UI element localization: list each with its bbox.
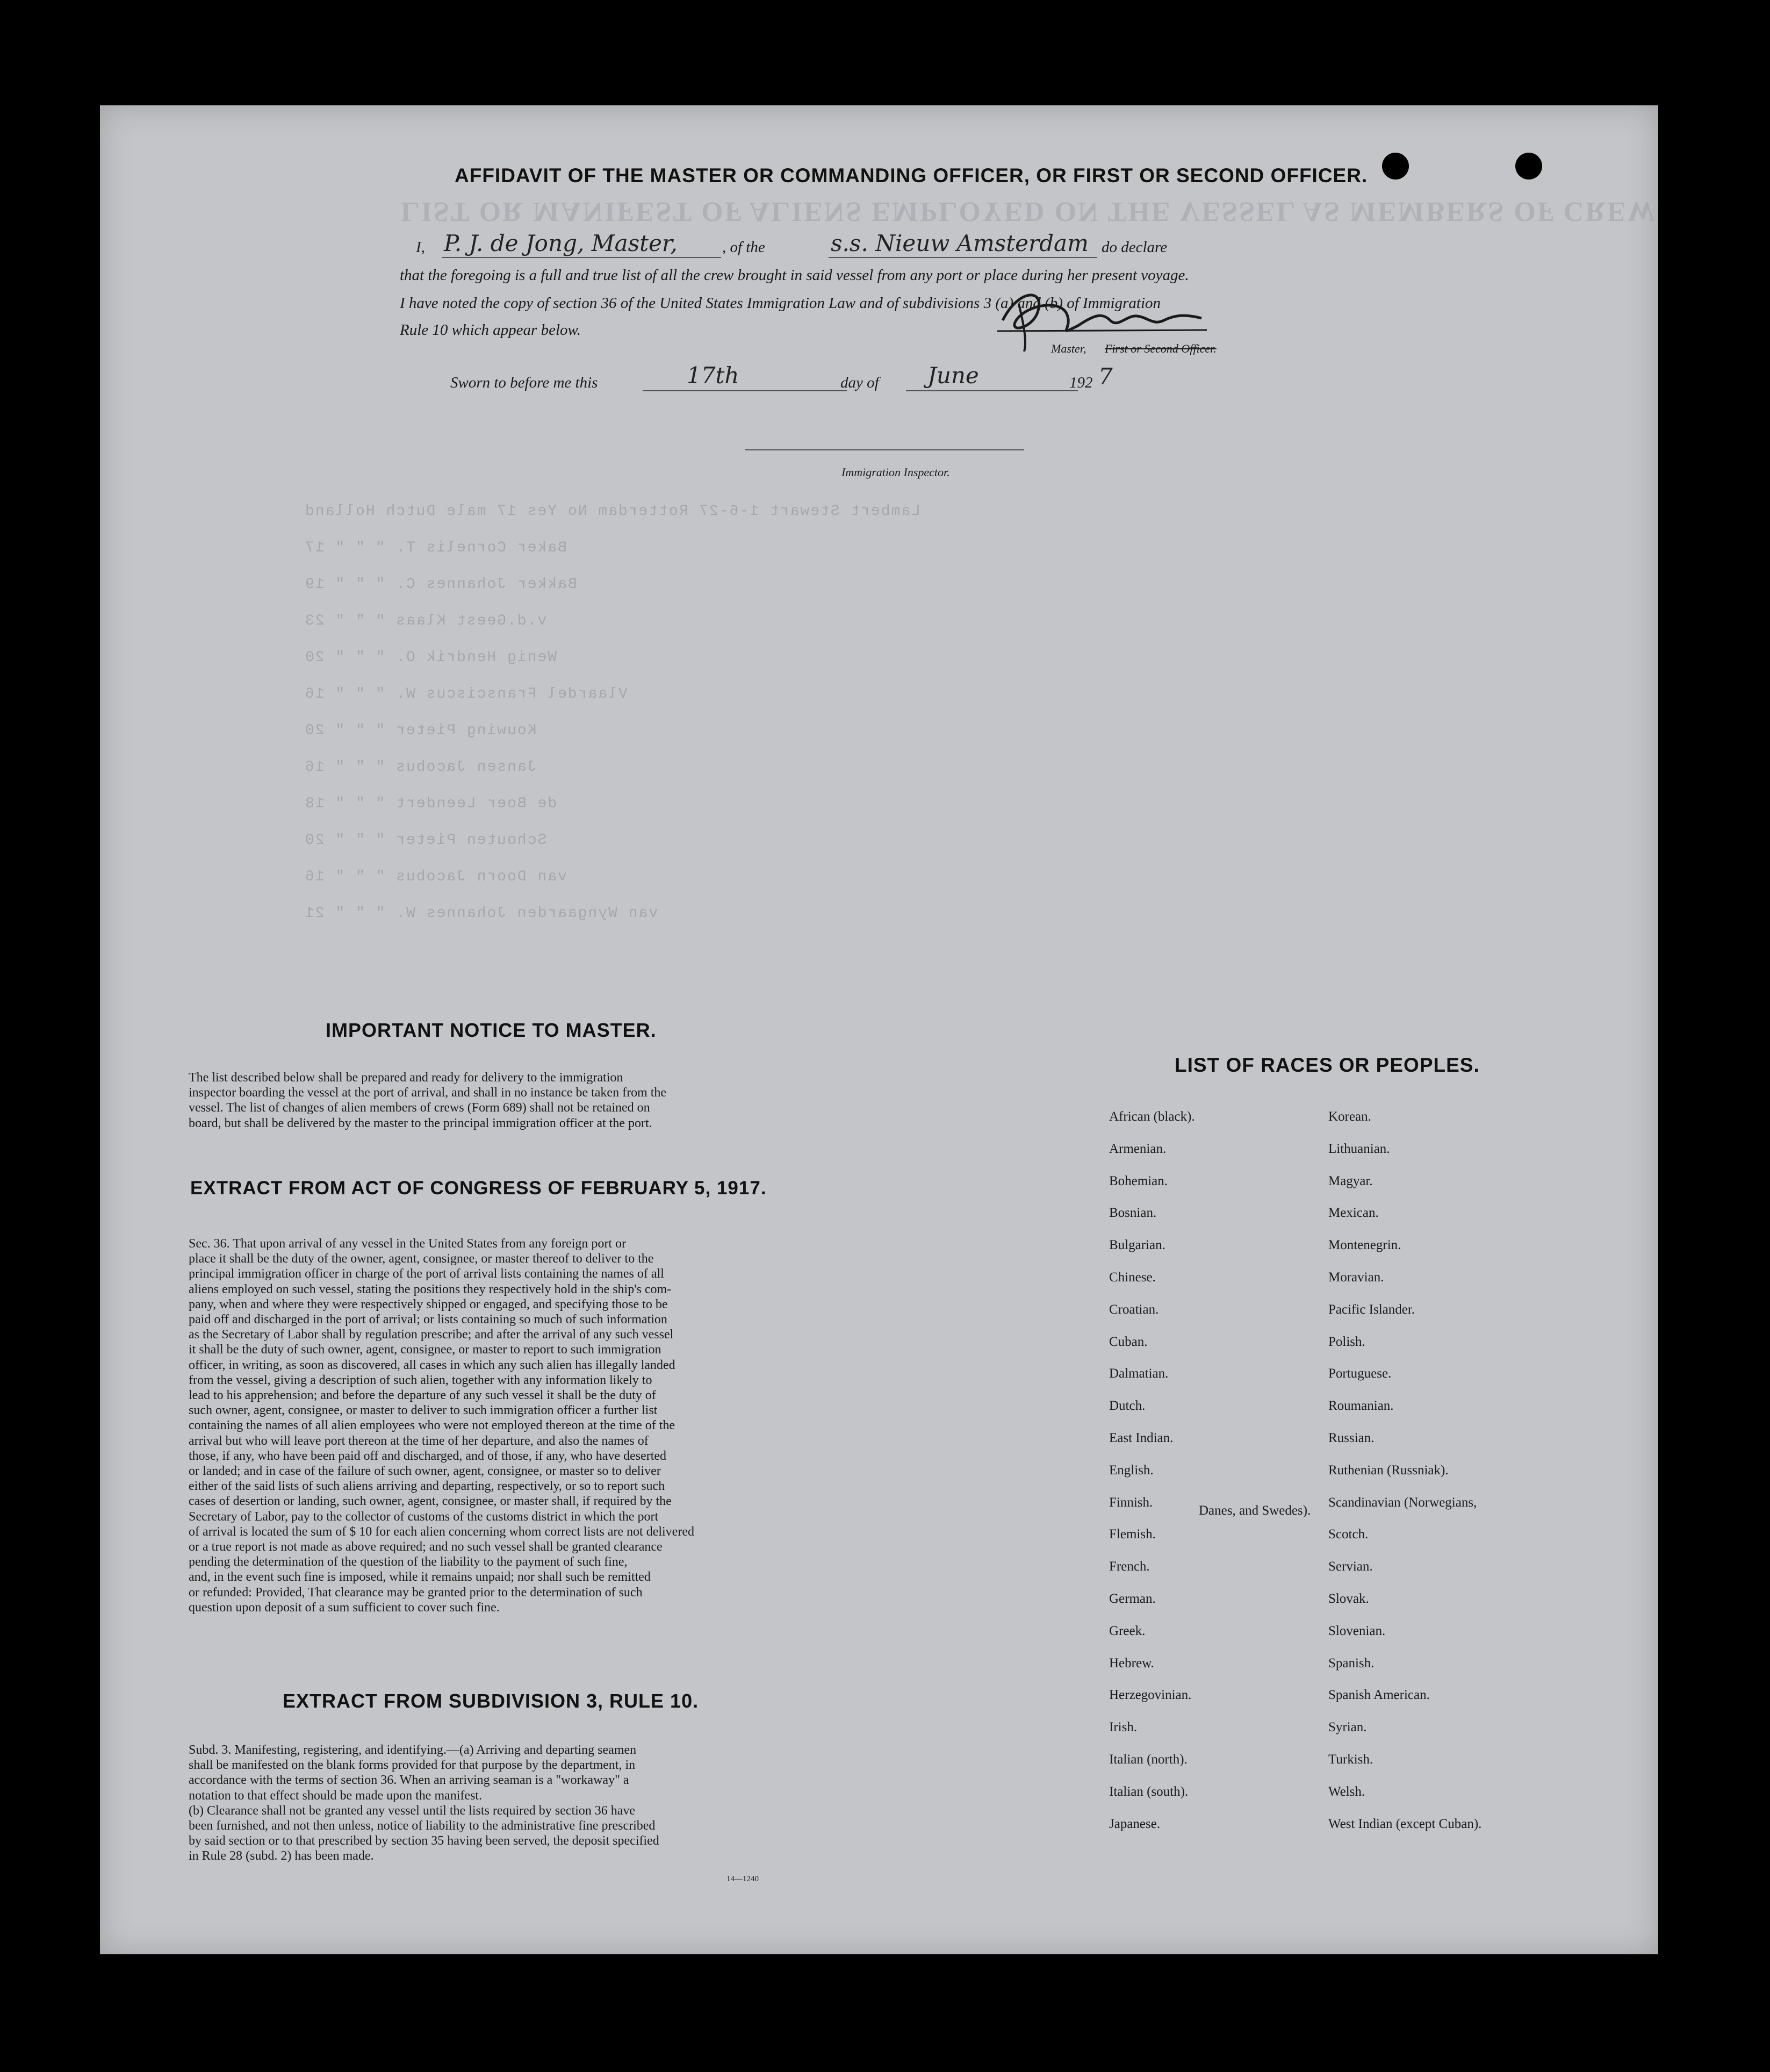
race-item: Mexican. [1328, 1206, 1379, 1221]
punch-hole [1671, 1748, 1698, 1775]
notice-paragraph [189, 1070, 828, 1131]
race-item: Servian. [1328, 1559, 1373, 1574]
act-line: or landed; and in case of the failure of such owner, agent, consignee, or master so to deliver [189, 1464, 661, 1479]
race-item: Pacific Islander. [1328, 1302, 1415, 1317]
race-item: Dalmatian. [1109, 1366, 1169, 1381]
race-item: Korean. [1328, 1109, 1371, 1124]
act-extract-heading: EXTRACT FROM ACT OF CONGRESS OF FEBRUARY 5, 1917. [190, 1178, 767, 1199]
rule-extract-paragraph [189, 1743, 828, 1864]
race-item: Turkish. [1328, 1752, 1373, 1767]
affidavit-line-2: that the foregoing is a full and true list of all the crew brought in said vessel from any port or place during her present voyage. [400, 267, 1189, 284]
rule-line: by said section or to that prescribed by section 35 having been served, the deposit specified [189, 1834, 659, 1848]
punch-hole [1672, 761, 1699, 788]
act-line: or refunded: Provided, That clearance may be granted prior to the determination of such [189, 1585, 643, 1600]
punch-hole [1672, 676, 1699, 703]
race-item: Polish. [1328, 1334, 1365, 1349]
rule-line: been furnished, and not then unless, notice of liability to the administrative fine prescribed [189, 1819, 656, 1833]
punch-hole [1382, 153, 1409, 180]
rule-line: Subd. 3. Manifesting, registering, and identifying.—(a) Arriving and departing seamen [189, 1743, 637, 1757]
affidavit-title: AFFIDAVIT OF THE MASTER OR COMMANDING OFFICER, OR FIRST OR SECOND OFFICER. [455, 164, 1368, 187]
punch-hole [1671, 1662, 1698, 1689]
form-number: 14—1240 [726, 1875, 759, 1883]
race-item: Moravian. [1328, 1270, 1384, 1285]
bleed-through-row: Wenig Hendrik O. " " " 20 [304, 649, 557, 666]
vessel-underline [829, 257, 1097, 258]
race-item: Lithuanian. [1328, 1141, 1390, 1156]
bleed-through-row: Vlaardel Fransciscus W. " " " 16 [304, 686, 628, 702]
race-item: Magyar. [1328, 1173, 1373, 1188]
race-item: Hebrew. [1109, 1655, 1154, 1670]
race-item: West Indian (except Cuban). [1328, 1816, 1482, 1831]
notice-heading: IMPORTANT NOTICE TO MASTER. [326, 1019, 657, 1041]
bleed-through-row: v.d.Geest Klaas " " " 23 [304, 613, 547, 629]
sworn-day-handwritten: 17th [687, 362, 739, 389]
act-line: those, if any, who have been paid off and discharged, and of those, if any, who have deserted [189, 1449, 667, 1463]
act-line: aliens employed on such vessel, stating the positions they respectively hold in the ship's com- [189, 1282, 672, 1296]
race-item: Italian (north). [1109, 1752, 1188, 1767]
race-scandinavian-cont: Danes, and Swedes). [1199, 1503, 1311, 1518]
notice-line: The list described below shall be prepared and ready for delivery to the immigration [189, 1071, 623, 1085]
race-item: Armenian. [1109, 1141, 1167, 1156]
race-item: Flemish. [1109, 1527, 1156, 1542]
inspector-signature-line [745, 449, 1024, 450]
signature-caption-master: Master, [1051, 342, 1087, 355]
punch-hole [1671, 1376, 1698, 1403]
race-item: African (black). [1109, 1109, 1195, 1124]
act-extract-paragraph [189, 1236, 828, 1615]
race-item: Spanish. [1328, 1655, 1375, 1670]
act-line: either of the said lists of such aliens arriving and departing, respectively, or so to report such [189, 1479, 665, 1494]
race-item: Bohemian. [1109, 1173, 1168, 1188]
race-item: Ruthenian (Russniak). [1328, 1462, 1449, 1478]
rule-line: accordance with the terms of section 36. When an arriving seaman is a "workaway" a [189, 1773, 629, 1788]
race-item: Croatian. [1109, 1302, 1159, 1317]
act-line: pending the determination of the question of the liability to the payment of such fine, [189, 1555, 628, 1569]
race-item: Bosnian. [1109, 1206, 1157, 1221]
rule-line: in Rule 28 (subd. 2) has been made. [189, 1849, 374, 1863]
bleed-through-row: Bakker Johannes C. " " " 19 [304, 576, 577, 593]
notice-line: board, but shall be delivered by the master to the principal immigration officer at the port. [189, 1116, 652, 1130]
race-item: Roumanian. [1328, 1399, 1394, 1414]
race-item: East Indian. [1109, 1431, 1174, 1445]
act-line: it shall be the duty of such owner, agent, consignee, or master to report to such immigration [189, 1343, 661, 1357]
act-line: cases of desertion or landing, such owner, agent, consignee, or master shall, if required by the [189, 1494, 672, 1509]
notice-line: inspector boarding the vessel at the port of arrival, and shall in no instance be taken from the [189, 1086, 667, 1100]
sworn-year-printed: 192 [1069, 374, 1093, 391]
affidavit-of-the: , of the [722, 239, 765, 256]
affidavit-line-3: I have noted the copy of section 36 of the United States Immigration Law and of subdivisions 3 (a) and (b) of Immigration [400, 295, 1161, 312]
punch-hole [1515, 153, 1542, 180]
notice-line: vessel. The list of changes of alien members of crews (Form 689) shall not be retained on [189, 1101, 650, 1115]
race-item: Cuban. [1109, 1334, 1148, 1349]
act-line: from the vessel, giving a description of such alien, together with any information likely to [189, 1373, 652, 1387]
act-line: Sec. 36. That upon arrival of any vessel in the United States from any foreign port or [189, 1237, 627, 1251]
act-line: lead to his apprehension; and before the departure of any such vessel it shall be the duty of [189, 1388, 656, 1403]
race-item: Italian (south). [1109, 1784, 1189, 1799]
act-line: principal immigration officer in charge of the port of arrival lists containing the names of all [189, 1267, 664, 1281]
bleed-through-row: Kouwing Pieter " " " 20 [304, 722, 537, 739]
act-line: pany, when and where they were respectively shipped or engaged, and specifying those to be [189, 1297, 668, 1311]
race-item: Irish. [1109, 1720, 1138, 1735]
rule-extract-heading: EXTRACT FROM SUBDIVISION 3, RULE 10. [283, 1690, 699, 1712]
race-item: Russian. [1328, 1431, 1375, 1445]
bleed-through-row: van Doorn Jacobus " " " 16 [304, 869, 567, 885]
act-line: arrival but who will leave port thereon at the time of her departure, and also the names of [189, 1433, 649, 1448]
race-item: English. [1109, 1462, 1154, 1478]
rule-line: (b) Clearance shall not be granted any vessel until the lists required by section 36 have [189, 1803, 636, 1818]
race-item: Welsh. [1328, 1784, 1365, 1799]
signature-caption-struck: First or Second Officer. [1105, 342, 1217, 355]
affidavit-line-4: Rule 10 which appear below. [400, 321, 581, 339]
race-item: Portuguese. [1328, 1366, 1392, 1381]
race-item: Greek. [1109, 1623, 1146, 1638]
punch-hole [1684, 392, 1711, 419]
bleed-through-row: van Wyngaarden Johannes W. " " " 21 [304, 905, 658, 922]
sworn-prefix: Sworn to before me this [450, 374, 598, 391]
act-line: question upon deposit of a sum sufficient to cover such fine. [189, 1600, 500, 1615]
name-underline [442, 257, 721, 258]
bleed-through-row: Baker Cornelis T. " " " 17 [304, 540, 567, 556]
race-item: French. [1109, 1559, 1150, 1574]
race-item: Slovenian. [1328, 1623, 1386, 1638]
act-line: Secretary of Labor, pay to the collector of customs of the customs district in which the port [189, 1509, 659, 1524]
rule-line: notation to that effect should be made upon the manifest. [189, 1788, 483, 1803]
race-item: German. [1109, 1591, 1156, 1606]
affidavit-i: I, [416, 239, 425, 256]
affidavit-declare: do declare [1102, 239, 1168, 256]
bleed-through-row: de Boer Leendert " " " 18 [304, 795, 557, 812]
bleed-through-row: Jansen Jacobus " " " 16 [304, 759, 537, 776]
sworn-month-handwritten: June [927, 362, 979, 389]
month-underline [906, 390, 1078, 391]
master-name-handwritten: P. J. de Jong, Master, [444, 230, 678, 256]
race-item: Slovak. [1328, 1591, 1369, 1606]
act-line: and, in the event such fine is imposed, while it remains unpaid; nor shall such be remitted [189, 1570, 651, 1585]
race-item: Japanese. [1109, 1816, 1161, 1831]
inspector-caption: Immigration Inspector. [841, 465, 950, 479]
bleed-through-row: Schouten Pieter " " " 20 [304, 832, 547, 849]
race-item: Montenegrin. [1328, 1238, 1401, 1253]
races-heading: LIST OF RACES OR PEOPLES. [1175, 1054, 1480, 1076]
punch-hole [1684, 306, 1711, 333]
act-line: such owner, agent, consignee, or master to deliver to such immigration officer a further list [189, 1403, 658, 1418]
document-sheet [100, 105, 1658, 1954]
day-underline [643, 390, 847, 391]
vessel-name-handwritten: s.s. Nieuw Amsterdam [831, 230, 1089, 256]
race-item: Scotch. [1328, 1527, 1369, 1542]
act-line: containing the names of all alien employees who were not employed thereon at the time of the [189, 1418, 675, 1433]
act-line: officer, in writing, as soon as discovered, all cases in which any such alien has illegally landed [189, 1358, 675, 1372]
rule-line: shall be manifested on the blank forms provided for that purpose by the department, in [189, 1758, 636, 1773]
bleed-through-heading: LIST OR MANIFEST OF ALIENS EMPLOYED ON THE VESSEL AS MEMBERS OF CREW [401, 196, 1657, 227]
race-item: Bulgarian. [1109, 1238, 1165, 1253]
race-item: Spanish American. [1328, 1688, 1430, 1703]
punch-hole [1671, 1287, 1698, 1314]
race-item: Chinese. [1109, 1270, 1156, 1285]
act-line: or a true report is not made as above required; and no such vessel shall be granted clearance [189, 1540, 663, 1554]
bleed-through-row: Lambert Stewart 1-6-27 Rotterdam No Yes 17 male Dutch Holland [304, 503, 920, 520]
act-line: of arrival is located the sum of $ 10 for each alien concerning whom correct lists are not delivered [189, 1524, 694, 1539]
race-item: Herzegovinian. [1109, 1688, 1192, 1703]
race-item: Scandinavian (Norwegians, [1328, 1495, 1477, 1510]
act-line: as the Secretary of Labor shall by regulation prescribe; and after the arrival of any such vessel [189, 1328, 674, 1342]
act-line: place it shall be the duty of the owner, agent, consignee, or master thereof to deliver to the [189, 1252, 654, 1266]
race-item: Syrian. [1328, 1720, 1367, 1735]
sworn-year-handwritten: 7 [1098, 363, 1113, 390]
race-item: Finnish. [1109, 1495, 1153, 1510]
sworn-day-of: day of [840, 374, 879, 391]
act-line: paid off and discharged in the port of arrival; or lists containing so much of such information [189, 1313, 667, 1327]
race-item: Dutch. [1109, 1399, 1146, 1414]
